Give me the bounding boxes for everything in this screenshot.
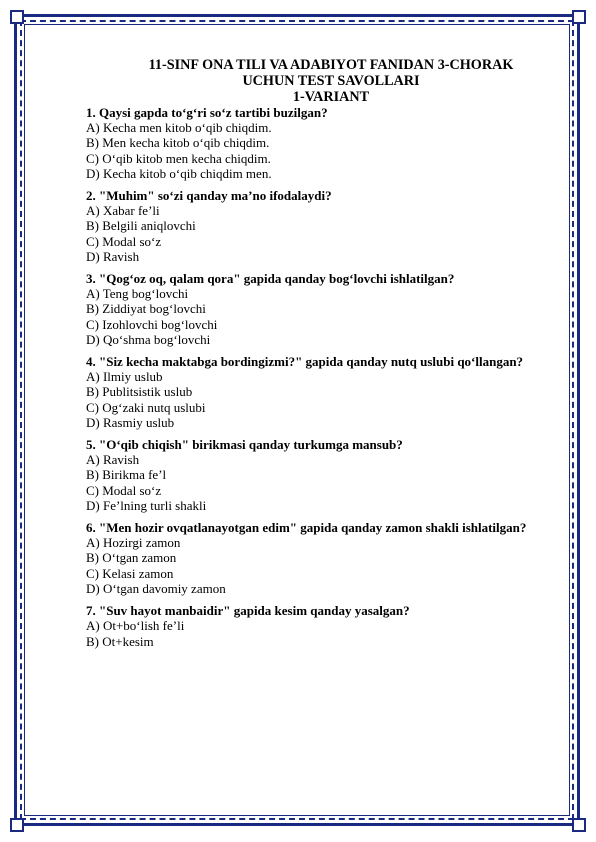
answer-option: D) Rasmiy uslub [86,414,175,430]
answer-option: A) Ravish [86,452,140,468]
question-5 [86,437,556,513]
answer-option: A) Xabar fe’li [86,203,160,219]
question-text: 6. "Men hozir ovqatlanayotgan edim" gapida qanday zamon shakli ishlatilgan? [86,520,527,536]
question-text: 2. "Muhim" so‘zi qanday ma’no ifodalaydi? [86,188,332,204]
answer-option: A) Hozirgi zamon [86,535,181,551]
border-corner-ornament [10,10,24,24]
question-text: 1. Qaysi gapda to‘g‘ri so‘z tartibi buzilgan? [86,105,328,120]
border-corner-ornament [572,818,586,832]
answer-option: A) Ilmiy uslub [86,369,163,385]
answer-option: D) Fe’lning turli shakli [86,497,207,513]
answer-option: B) Belgili aniqlovchi [86,218,196,234]
question-text: 4. "Siz kecha maktabga bordingizmi?" gapida qanday nutq uslubi qo‘llangan? [86,354,524,370]
question-7 [86,603,556,649]
test-document [86,57,556,649]
title-line: UCHUN TEST SAVOLLARI [242,73,420,89]
question-4 [86,354,556,430]
question-3 [86,271,556,347]
question-6 [86,520,556,596]
variant-label: 1-VARIANT [292,89,370,105]
document-title [96,57,566,105]
question-2 [86,188,556,264]
answer-option: C) Og‘zaki nutq uslubi [86,399,206,415]
answer-option: C) Modal so‘z [86,233,162,249]
answer-option: A) Ot+bo‘lish fe’li [86,618,185,634]
title-line: 11-SINF ONA TILI VA ADABIYOT FANIDAN 3-CHORAK [148,57,514,73]
answer-option: D) Qo‘shma bog‘lovchi [86,331,211,347]
answer-option: B) Ziddiyat bog‘lovchi [86,301,206,317]
answer-option: C) Izohlovchi bog‘lovchi [86,316,218,332]
answer-option: C) Modal so‘z [86,482,162,498]
question-text: 3. "Qog‘oz oq, qalam qora" gapida qanday bog‘lovchi ishlatilgan? [86,271,455,287]
answer-option: C) Kelasi zamon [86,565,174,581]
answer-option: B) Ot+kesim [86,633,154,649]
answer-option: A) Kecha men kitob o‘qib chiqdim. [86,120,272,136]
answer-option: D) Kecha kitob o‘qib chiqdim men. [86,165,272,181]
answer-option: B) O‘tgan zamon [86,550,177,566]
border-corner-ornament [572,10,586,24]
answer-option: C) O‘qib kitob men kecha chiqdim. [86,150,271,166]
answer-option: B) Men kecha kitob o‘qib chiqdim. [86,135,270,151]
questions-list [86,105,556,649]
question-text: 7. "Suv hayot manbaidir" gapida kesim qanday yasalgan? [86,603,410,619]
answer-option: A) Teng bog‘lovchi [86,286,189,302]
answer-option: D) O‘tgan davomiy zamon [86,580,226,596]
border-corner-ornament [10,818,24,832]
answer-option: B) Publitsistik uslub [86,384,193,400]
answer-option: D) Ravish [86,248,140,264]
answer-option: B) Birikma fe’l [86,467,167,483]
question-text: 5. "O‘qib chiqish" birikmasi qanday turkumga mansub? [86,437,403,453]
question-1 [86,105,556,181]
